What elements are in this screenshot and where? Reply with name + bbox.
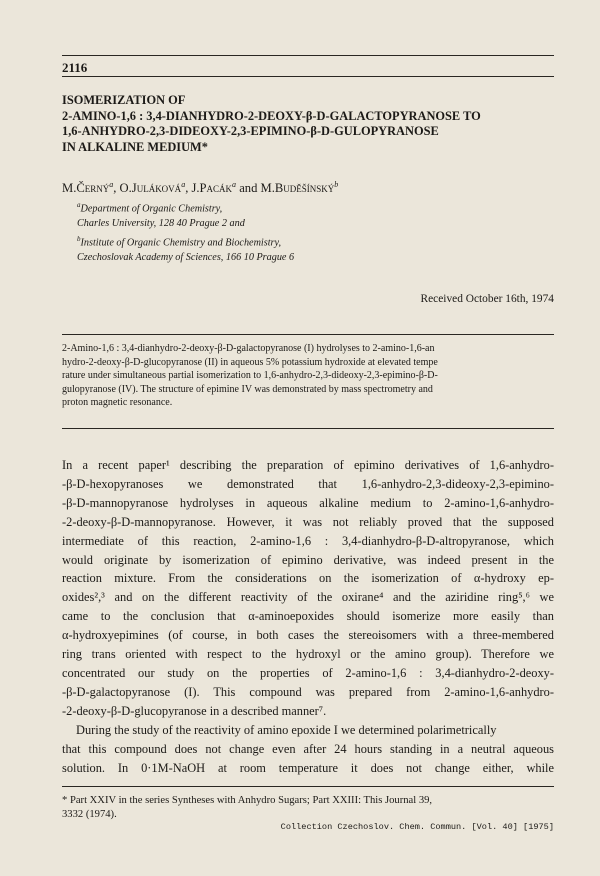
body-line: α-hydroxyepimines (of course, in both cases the stereoisomers with a three-membered	[62, 628, 554, 643]
abstract	[62, 342, 554, 410]
abstract-line: gulopyranose (IV). The structure of epimine IV was demonstrated by mass spectrometry and	[62, 383, 433, 395]
footnote-line: 3332 (1974).	[62, 809, 117, 820]
author-name: J.Pacák	[191, 181, 233, 196]
body-line: In a recent paper¹ describing the preparation of epimino derivatives of 1,6-anhydro-	[62, 458, 554, 472]
body-line: came to the conclusion that α-aminoepoxides should isomerize more easily than	[62, 609, 554, 624]
affiliation-text: Institute of Organic Chemistry and Biochemistry,	[80, 237, 282, 249]
affiliation-text: Czechoslovak Academy of Sciences, 166 10 Prague 6	[77, 251, 295, 263]
body-line: concentrated our study on the properties of 2-amino-1,6 : 3,4-dianhydro-2-deoxy-	[62, 665, 554, 680]
author-conjunction: and	[239, 181, 258, 196]
body-line: During the study of the reactivity of amino epoxide I we determined polarimetrically	[76, 722, 497, 737]
body-line: that this compound does not change even after 24 hours standing in a neutral aqueous	[62, 741, 554, 756]
title-line: ISOMERIZATION OF	[62, 93, 186, 107]
body-line: solution. In 0·1M-NaOH at room temperature it does not change either, while	[62, 760, 554, 775]
affiliation-mark: a	[77, 201, 81, 209]
author-name: M.Černý	[62, 181, 110, 196]
body-line: -2-deoxy-β-D-mannopyranose. However, it was not reliably proved that the supposed	[62, 514, 554, 529]
title-line: 1,6-ANHYDRO-2,3-DIDEOXY-2,3-EPIMINO-β-D-GULOPYRANOSE	[62, 124, 439, 139]
abstract-top-rule	[62, 334, 554, 335]
author-name: M.Buděšínský	[260, 181, 335, 196]
body-line: would originate by isomerization of epimino derivative, was indeed present in the	[62, 552, 554, 567]
body-line: intermediate of this reaction, 2-amino-1,6 : 3,4-dianhydro-β-D-altropyranose, which	[62, 533, 554, 548]
body-line: -β-D-galactopyranose (I). This compound was prepared from 2-amino-1,6-anhydro-	[62, 684, 554, 699]
affiliation-text: Department of Organic Chemistry,	[80, 203, 223, 215]
affiliation-mark: b	[334, 180, 339, 189]
top-rule	[62, 55, 554, 56]
page-number: 2116	[62, 60, 88, 75]
body-text	[62, 456, 554, 777]
abstract-line: rature under simultaneous partial isomerization to 1,6-anhydro-2,3-dideoxy-2,3-epimino-β-D-	[62, 370, 438, 381]
footnote	[62, 794, 554, 822]
author-list: M.Černý$^a$, O.Juláková$^a$, J.Pacák$^a$ and M.Buděšínský$^b$	[62, 180, 339, 196]
affiliation-mark: a	[109, 180, 114, 189]
abstract-line: 2-Amino-1,6 : 3,4-dianhydro-2-deoxy-β-D-galactopyranose (I) hydrolyses to 2-amino-1,6-an	[62, 343, 435, 354]
header-rule	[62, 76, 554, 77]
body-line: ring trans oriented with respect to the hydroxyl or the amino group). Therefore we	[62, 647, 554, 662]
body-line: reaction mixture. From the considerations on the isomerization of α-hydroxy ep-	[62, 571, 554, 586]
body-line: -β-D-hexopyranoses we demonstrated that 1,6-anhydro-2,3-dideoxy-2,3-epimino-	[62, 476, 554, 491]
body-line: -β-D-mannopyranose hydrolyses in aqueous alkaline medium to 2-amino-1,6-anhydro-	[62, 495, 554, 510]
received-date: Received October 16th, 1974	[420, 293, 554, 305]
affiliation-text: Charles University, 128 40 Prague 2 and	[77, 218, 245, 230]
affiliation-mark: a	[181, 180, 186, 189]
journal-citation: Collection Czechoslov. Chem. Commun. [Vol. 40] [1975]	[280, 822, 554, 832]
body-line: -2-deoxy-β-D-glucopyranose in a described manner⁷.	[62, 703, 327, 718]
affiliations	[77, 198, 294, 266]
article-title	[62, 93, 554, 155]
affiliation-mark: a	[232, 180, 237, 189]
abstract-line: proton magnetic resonance.	[62, 397, 173, 408]
footnote-line: * Part XXIV in the series Syntheses with Anhydro Sugars; Part XXIII: This Journal 39,	[62, 795, 433, 806]
abstract-bottom-rule	[62, 428, 554, 429]
abstract-line: hydro-2-deoxy-β-D-glucopyranose (II) in aqueous 5% potassium hydroxide at elevated tempe	[62, 356, 438, 368]
author-name: O.Juláková	[119, 181, 182, 196]
affiliation-mark: b	[77, 234, 81, 243]
body-line: oxides²,³ and on the different reactivity of the oxirane⁴ and the aziridine ring⁵,⁶ we	[62, 590, 554, 605]
title-line: IN ALKALINE MEDIUM*	[62, 139, 208, 154]
title-line: 2-AMINO-1,6 : 3,4-DIANHYDRO-2-DEOXY-β-D-GALACTOPYRANOSE TO	[62, 108, 481, 123]
footnote-rule	[62, 786, 554, 787]
